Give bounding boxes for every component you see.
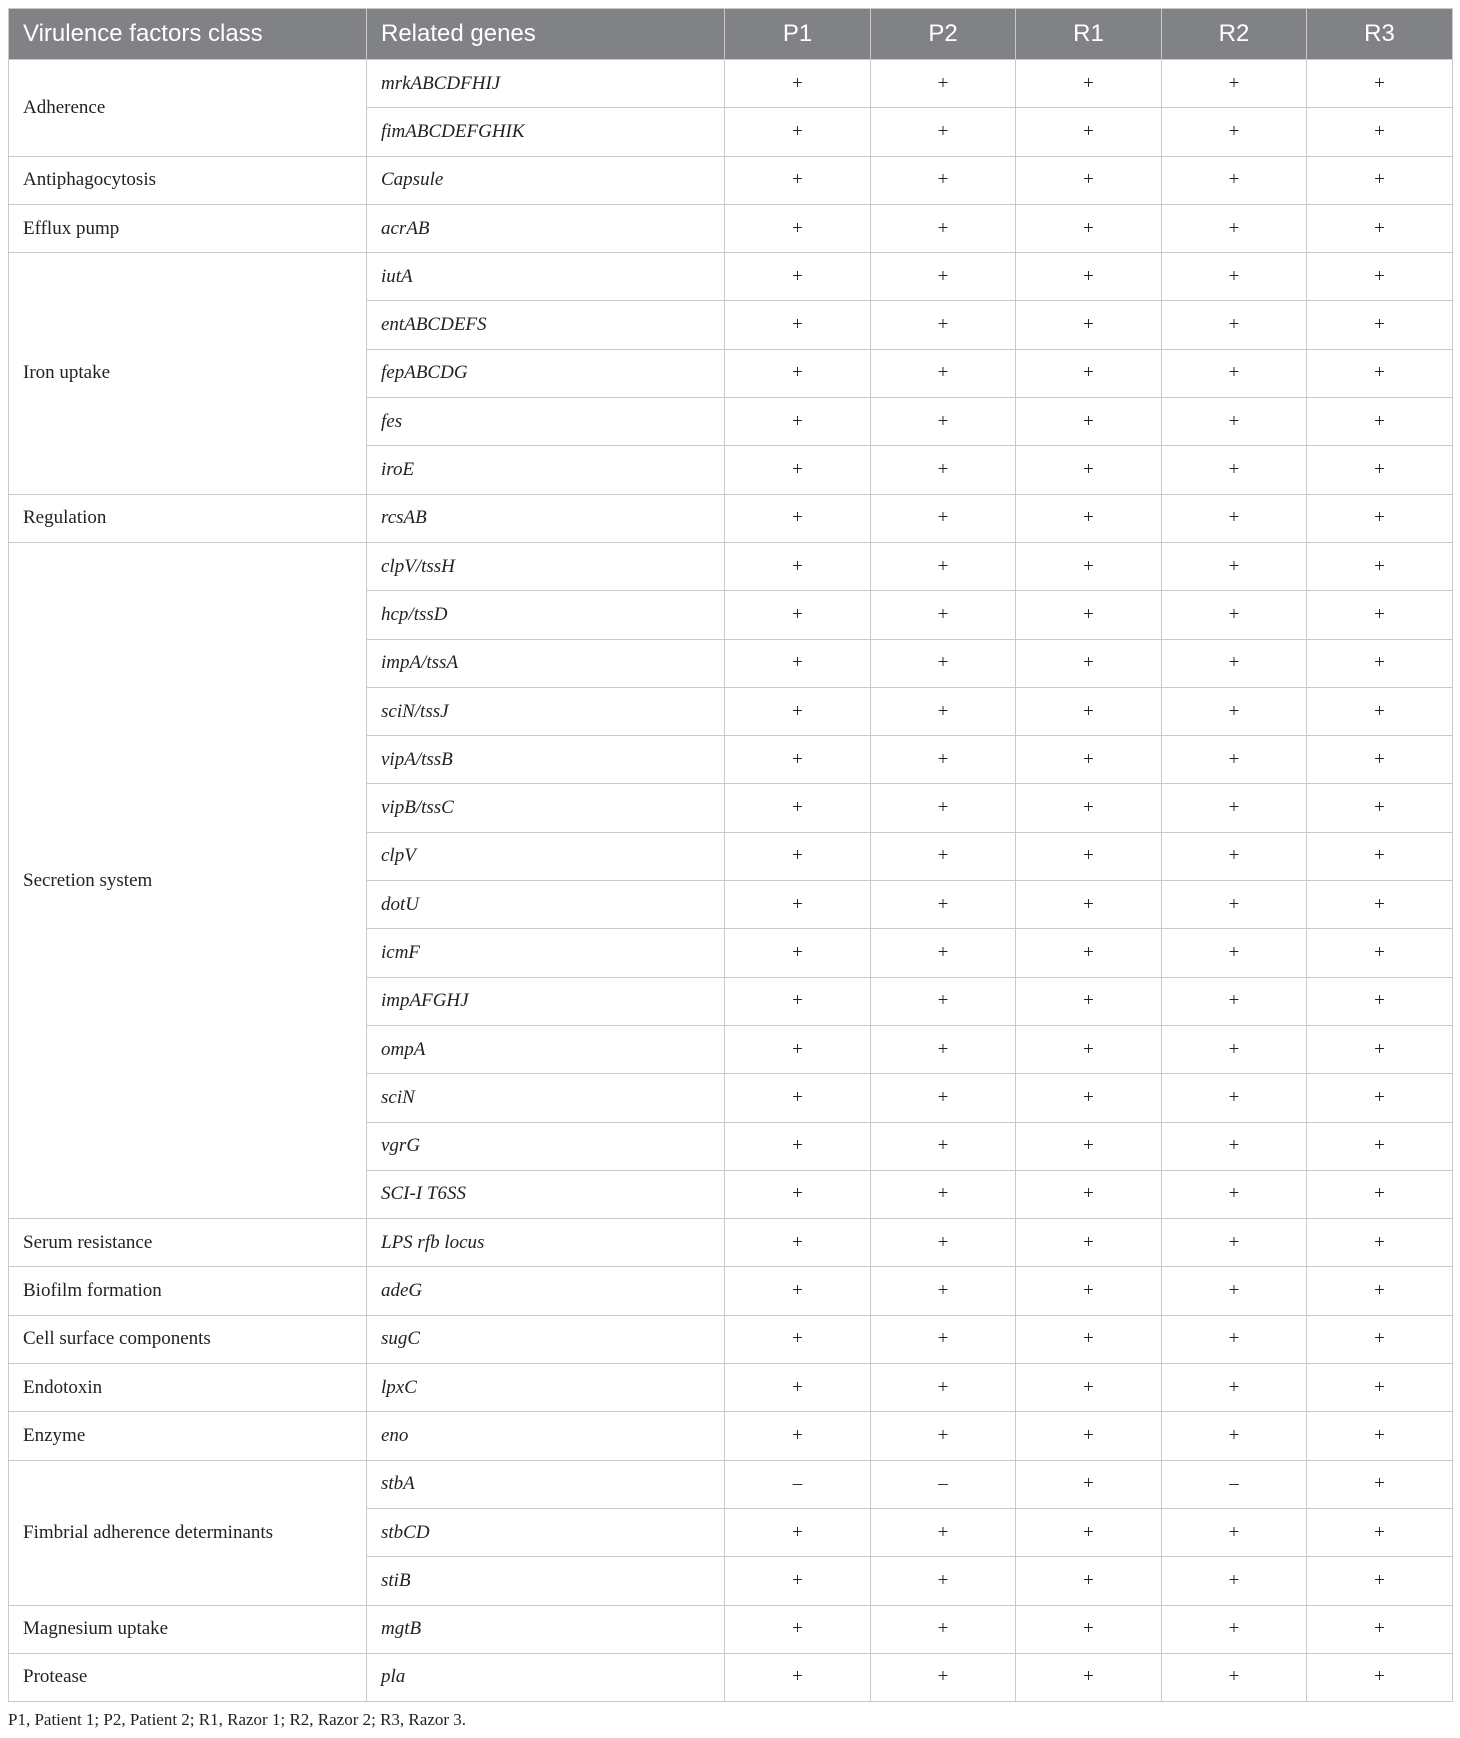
header-class: Virulence factors class [9, 9, 367, 60]
presence-cell: + [871, 446, 1016, 494]
header-row [9, 9, 1453, 60]
presence-cell: + [1162, 301, 1307, 349]
presence-cell: + [1307, 1315, 1453, 1363]
presence-cell: + [1162, 1412, 1307, 1460]
presence-cell: + [725, 156, 871, 204]
header-p2: P2 [871, 9, 1016, 60]
presence-cell: + [871, 542, 1016, 590]
virulence-class-cell: Efflux pump [9, 204, 367, 252]
table-row [9, 1364, 1453, 1412]
presence-cell: + [871, 1074, 1016, 1122]
presence-cell: + [1307, 736, 1453, 784]
presence-cell: + [725, 494, 871, 542]
gene-cell: lpxC [367, 1364, 725, 1412]
presence-cell: + [725, 60, 871, 108]
presence-cell: + [725, 1219, 871, 1267]
presence-cell: + [1016, 639, 1162, 687]
presence-cell: + [1162, 1219, 1307, 1267]
presence-cell: + [1307, 687, 1453, 735]
presence-cell: + [1016, 1508, 1162, 1556]
presence-cell: + [1016, 253, 1162, 301]
presence-cell: + [871, 1219, 1016, 1267]
presence-cell: + [1307, 1267, 1453, 1315]
presence-cell: + [1162, 1508, 1307, 1556]
gene-cell: ompA [367, 1025, 725, 1073]
presence-cell: + [725, 832, 871, 880]
presence-cell: + [1016, 1170, 1162, 1218]
gene-cell: iutA [367, 253, 725, 301]
presence-cell: + [725, 1508, 871, 1556]
virulence-class-cell: Secretion system [9, 542, 367, 1218]
presence-cell: + [725, 1412, 871, 1460]
table-row [9, 1460, 1453, 1508]
gene-cell: fepABCDG [367, 349, 725, 397]
presence-cell: + [1162, 494, 1307, 542]
presence-cell: + [725, 1267, 871, 1315]
virulence-class-cell: Magnesium uptake [9, 1605, 367, 1653]
presence-cell: + [871, 1653, 1016, 1701]
presence-cell: + [725, 1170, 871, 1218]
presence-cell: + [1162, 1267, 1307, 1315]
presence-cell: + [1307, 349, 1453, 397]
presence-cell: + [1162, 736, 1307, 784]
presence-cell: + [871, 1170, 1016, 1218]
gene-cell: acrAB [367, 204, 725, 252]
presence-cell: + [1016, 1025, 1162, 1073]
gene-cell: LPS rfb locus [367, 1219, 725, 1267]
presence-cell: + [1016, 1315, 1162, 1363]
table-row [9, 494, 1453, 542]
presence-cell: + [1016, 108, 1162, 156]
presence-cell: + [1016, 301, 1162, 349]
presence-cell: + [871, 591, 1016, 639]
presence-cell: + [871, 929, 1016, 977]
presence-cell: + [1162, 591, 1307, 639]
presence-cell: + [1307, 784, 1453, 832]
presence-cell: + [725, 108, 871, 156]
presence-cell: + [725, 639, 871, 687]
presence-cell: + [1307, 1170, 1453, 1218]
presence-cell: + [1016, 832, 1162, 880]
presence-cell: + [1016, 204, 1162, 252]
presence-cell: + [871, 687, 1016, 735]
presence-cell: + [1162, 1315, 1307, 1363]
presence-cell: + [1307, 398, 1453, 446]
presence-cell: + [1307, 156, 1453, 204]
presence-cell: + [1307, 591, 1453, 639]
table-row [9, 253, 1453, 301]
presence-cell: – [871, 1460, 1016, 1508]
presence-cell: + [1162, 156, 1307, 204]
virulence-class-cell: Adherence [9, 60, 367, 157]
presence-cell: + [1162, 1653, 1307, 1701]
presence-cell: + [725, 1605, 871, 1653]
presence-cell: + [871, 494, 1016, 542]
gene-cell: sciN [367, 1074, 725, 1122]
presence-cell: + [871, 204, 1016, 252]
presence-cell: + [871, 1605, 1016, 1653]
header-r3: R3 [1307, 9, 1453, 60]
presence-cell: + [725, 881, 871, 929]
presence-cell: + [871, 977, 1016, 1025]
presence-cell: + [725, 1315, 871, 1363]
presence-cell: + [1162, 1557, 1307, 1605]
presence-cell: + [1307, 253, 1453, 301]
presence-cell: + [1016, 1412, 1162, 1460]
presence-cell: + [1016, 349, 1162, 397]
presence-cell: + [1307, 929, 1453, 977]
presence-cell: – [725, 1460, 871, 1508]
presence-cell: + [1016, 1219, 1162, 1267]
presence-cell: + [1307, 108, 1453, 156]
presence-cell: + [1307, 1605, 1453, 1653]
presence-cell: + [1162, 542, 1307, 590]
presence-cell: + [1307, 639, 1453, 687]
presence-cell: + [1016, 687, 1162, 735]
presence-cell: + [1016, 446, 1162, 494]
presence-cell: + [1016, 1074, 1162, 1122]
header-r1: R1 [1016, 9, 1162, 60]
presence-cell: + [1307, 1460, 1453, 1508]
presence-cell: + [1307, 977, 1453, 1025]
presence-cell: + [871, 1557, 1016, 1605]
presence-cell: + [1016, 1605, 1162, 1653]
presence-cell: + [725, 1653, 871, 1701]
presence-cell: + [725, 1364, 871, 1412]
presence-cell: + [1307, 204, 1453, 252]
presence-cell: + [1307, 1557, 1453, 1605]
presence-cell: + [871, 784, 1016, 832]
presence-cell: + [725, 204, 871, 252]
gene-cell: stbCD [367, 1508, 725, 1556]
presence-cell: + [871, 1267, 1016, 1315]
virulence-class-cell: Antiphagocytosis [9, 156, 367, 204]
table-row [9, 60, 1453, 108]
gene-cell: mgtB [367, 1605, 725, 1653]
gene-cell: stiB [367, 1557, 725, 1605]
presence-cell: + [1307, 832, 1453, 880]
presence-cell: + [1162, 832, 1307, 880]
presence-cell: + [1162, 881, 1307, 929]
gene-cell: fimABCDEFGHIK [367, 108, 725, 156]
gene-cell: stbA [367, 1460, 725, 1508]
table-row [9, 1412, 1453, 1460]
presence-cell: + [1162, 446, 1307, 494]
presence-cell: + [1016, 1122, 1162, 1170]
presence-cell: + [1162, 204, 1307, 252]
presence-cell: + [725, 398, 871, 446]
gene-cell: rcsAB [367, 494, 725, 542]
presence-cell: + [1307, 1025, 1453, 1073]
presence-cell: + [725, 542, 871, 590]
table-body [9, 60, 1453, 1702]
gene-cell: adeG [367, 1267, 725, 1315]
presence-cell: + [871, 1025, 1016, 1073]
presence-cell: + [725, 687, 871, 735]
presence-cell: + [725, 446, 871, 494]
header-r2: R2 [1162, 9, 1307, 60]
presence-cell: + [1307, 1074, 1453, 1122]
gene-cell: clpV/tssH [367, 542, 725, 590]
gene-cell: impA/tssA [367, 639, 725, 687]
gene-cell: pla [367, 1653, 725, 1701]
presence-cell: + [1307, 1219, 1453, 1267]
presence-cell: + [1162, 253, 1307, 301]
virulence-class-cell: Enzyme [9, 1412, 367, 1460]
presence-cell: + [1162, 1074, 1307, 1122]
presence-cell: + [1307, 1122, 1453, 1170]
gene-cell: vipB/tssC [367, 784, 725, 832]
virulence-class-cell: Cell surface components [9, 1315, 367, 1363]
presence-cell: + [1307, 1653, 1453, 1701]
presence-cell: + [1016, 1557, 1162, 1605]
presence-cell: + [1307, 881, 1453, 929]
virulence-class-cell: Fimbrial adherence determinants [9, 1460, 367, 1605]
gene-cell: fes [367, 398, 725, 446]
presence-cell: + [871, 736, 1016, 784]
presence-cell: + [725, 253, 871, 301]
presence-cell: + [1016, 542, 1162, 590]
presence-cell: + [1307, 301, 1453, 349]
presence-cell: + [1016, 784, 1162, 832]
presence-cell: + [725, 1557, 871, 1605]
presence-cell: + [725, 1074, 871, 1122]
presence-cell: + [1162, 1170, 1307, 1218]
gene-cell: entABCDEFS [367, 301, 725, 349]
presence-cell: + [725, 929, 871, 977]
gene-cell: mrkABCDFHIJ [367, 60, 725, 108]
presence-cell: + [1307, 1412, 1453, 1460]
presence-cell: + [1016, 1364, 1162, 1412]
presence-cell: + [1162, 349, 1307, 397]
presence-cell: + [1016, 398, 1162, 446]
virulence-class-cell: Iron uptake [9, 253, 367, 494]
gene-cell: SCI-I T6SS [367, 1170, 725, 1218]
presence-cell: + [871, 639, 1016, 687]
presence-cell: + [1307, 542, 1453, 590]
presence-cell: + [725, 1122, 871, 1170]
table-footnote: P1, Patient 1; P2, Patient 2; R1, Razor 1; R2, Razor 2; R3, Razor 3. [8, 1710, 467, 1729]
gene-cell: Capsule [367, 156, 725, 204]
presence-cell: + [871, 881, 1016, 929]
presence-cell: + [871, 1412, 1016, 1460]
gene-cell: clpV [367, 832, 725, 880]
presence-cell: + [1016, 1460, 1162, 1508]
presence-cell: + [871, 349, 1016, 397]
presence-cell: + [1016, 881, 1162, 929]
presence-cell: + [1162, 639, 1307, 687]
presence-cell: + [871, 1122, 1016, 1170]
gene-cell: vgrG [367, 1122, 725, 1170]
gene-cell: sciN/tssJ [367, 687, 725, 735]
presence-cell: + [871, 398, 1016, 446]
table-row [9, 542, 1453, 590]
presence-cell: + [725, 591, 871, 639]
gene-cell: impAFGHJ [367, 977, 725, 1025]
virulence-class-cell: Serum resistance [9, 1219, 367, 1267]
presence-cell: + [1307, 446, 1453, 494]
virulence-class-cell: Regulation [9, 494, 367, 542]
presence-cell: – [1162, 1460, 1307, 1508]
presence-cell: + [725, 349, 871, 397]
presence-cell: + [1162, 398, 1307, 446]
presence-cell: + [1162, 977, 1307, 1025]
presence-cell: + [725, 736, 871, 784]
presence-cell: + [725, 1025, 871, 1073]
presence-cell: + [1307, 60, 1453, 108]
presence-cell: + [871, 253, 1016, 301]
presence-cell: + [1016, 929, 1162, 977]
presence-cell: + [871, 301, 1016, 349]
presence-cell: + [1162, 1025, 1307, 1073]
presence-cell: + [1307, 1364, 1453, 1412]
presence-cell: + [1307, 1508, 1453, 1556]
presence-cell: + [725, 301, 871, 349]
table-row [9, 1267, 1453, 1315]
virulence-class-cell: Biofilm formation [9, 1267, 367, 1315]
presence-cell: + [1016, 977, 1162, 1025]
presence-cell: + [725, 784, 871, 832]
presence-cell: + [725, 977, 871, 1025]
presence-cell: + [1307, 494, 1453, 542]
presence-cell: + [1016, 736, 1162, 784]
presence-cell: + [1162, 60, 1307, 108]
presence-cell: + [1016, 1653, 1162, 1701]
virulence-class-cell: Endotoxin [9, 1364, 367, 1412]
presence-cell: + [1162, 1122, 1307, 1170]
table-row [9, 1605, 1453, 1653]
presence-cell: + [871, 1508, 1016, 1556]
gene-cell: hcp/tssD [367, 591, 725, 639]
gene-cell: sugC [367, 1315, 725, 1363]
table-row [9, 156, 1453, 204]
presence-cell: + [1162, 687, 1307, 735]
header-genes: Related genes [367, 9, 725, 60]
virulence-class-cell: Protease [9, 1653, 367, 1701]
header-p1: P1 [725, 9, 871, 60]
presence-cell: + [871, 1315, 1016, 1363]
presence-cell: + [871, 60, 1016, 108]
gene-cell: eno [367, 1412, 725, 1460]
presence-cell: + [871, 832, 1016, 880]
presence-cell: + [1162, 929, 1307, 977]
presence-cell: + [1162, 108, 1307, 156]
virulence-factors-table [8, 8, 1453, 1702]
table-row [9, 1653, 1453, 1701]
presence-cell: + [1016, 591, 1162, 639]
presence-cell: + [1162, 784, 1307, 832]
table-row [9, 204, 1453, 252]
presence-cell: + [871, 156, 1016, 204]
presence-cell: + [1162, 1364, 1307, 1412]
presence-cell: + [1162, 1605, 1307, 1653]
presence-cell: + [871, 108, 1016, 156]
table-row [9, 1315, 1453, 1363]
presence-cell: + [1016, 60, 1162, 108]
gene-cell: iroE [367, 446, 725, 494]
presence-cell: + [871, 1364, 1016, 1412]
presence-cell: + [1016, 494, 1162, 542]
presence-cell: + [1016, 1267, 1162, 1315]
gene-cell: vipA/tssB [367, 736, 725, 784]
gene-cell: dotU [367, 881, 725, 929]
table-row [9, 1219, 1453, 1267]
gene-cell: icmF [367, 929, 725, 977]
presence-cell: + [1016, 156, 1162, 204]
